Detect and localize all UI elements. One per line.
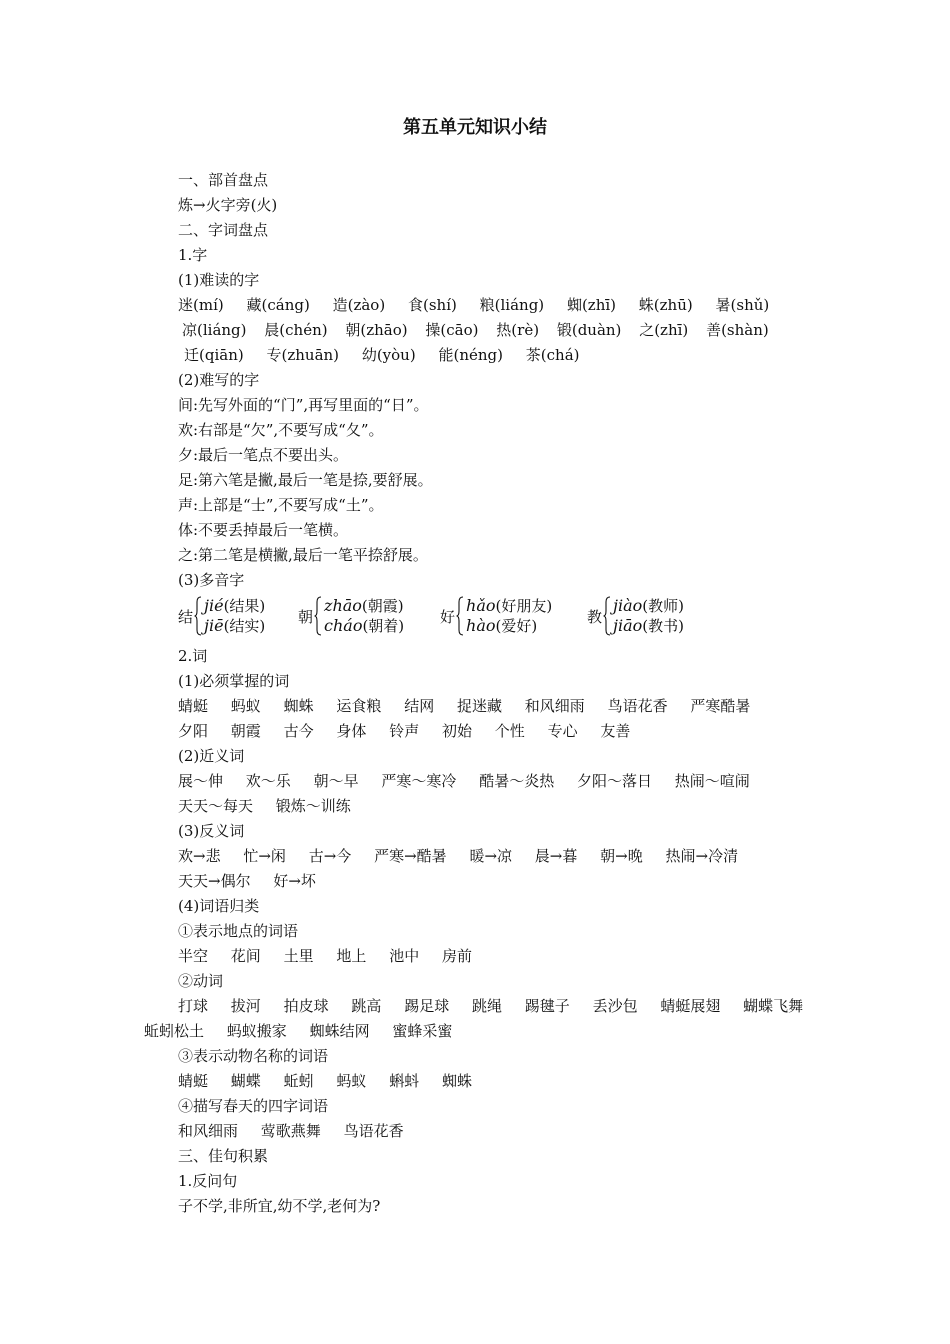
pinyin-char: 造(zào)	[332, 296, 386, 314]
word: 土里	[283, 947, 314, 965]
pinyin-char: 暑(shǔ)	[715, 296, 770, 314]
pinyin-char: 幼(yòu)	[361, 346, 416, 364]
polyphonic-char: 结	[178, 607, 194, 626]
pinyin-char: 操(cāo)	[425, 321, 479, 339]
hard-write-item: 欢:右部是“欠”,不要写成“夂”。	[178, 421, 384, 439]
word: 地上	[336, 947, 367, 965]
word-row	[178, 869, 316, 893]
polyphonic-reading: jiāo(教书)	[613, 616, 684, 635]
word: 和风细雨	[524, 697, 585, 715]
word-pair: 天天→偶尔	[178, 872, 251, 890]
classify-heading: (4)词语归类	[178, 897, 260, 915]
word-pair: 热闹→冷清	[665, 847, 739, 865]
radical-line: 炼→火字旁(火)	[178, 196, 278, 214]
pinyin-char: 食(shí)	[407, 296, 457, 314]
hard-write-item: 之:第二笔是横撇,最后一笔平捺舒展。	[178, 546, 428, 564]
pinyin-char: 粮(liáng)	[479, 296, 545, 314]
pinyin-char: 锻(duàn)	[556, 321, 622, 339]
word-row	[178, 844, 738, 868]
curly-brace-icon	[456, 596, 464, 636]
animals-heading: ③表示动物名称的词语	[178, 1047, 329, 1065]
hard-write-item: 声:上部是“士”,不要写成“土”。	[178, 496, 384, 514]
word: 蜘蛛	[441, 1072, 472, 1090]
section-1-heading: 一、部首盘点	[178, 171, 269, 189]
word-pair: 朝～早	[313, 772, 359, 790]
word: 踢毽子	[524, 997, 570, 1015]
word-row	[178, 1119, 404, 1143]
polyphonic-reading: jié(结果)	[204, 596, 266, 615]
word: 专心	[547, 722, 578, 740]
word-pair: 严寒～寒冷	[381, 772, 457, 790]
word: 蚂蚁	[336, 1072, 367, 1090]
word: 蜜蜂采蜜	[392, 1022, 453, 1040]
word-row	[178, 1069, 472, 1093]
pinyin-char: 热(rè)	[496, 321, 540, 339]
section-2-heading: 二、字词盘点	[178, 221, 269, 239]
word-pair: 锻炼～训练	[275, 797, 351, 815]
word: 蚂蚁	[230, 697, 261, 715]
hard-write-item: 间:先写外面的“门”,再写里面的“日”。	[178, 396, 429, 414]
word-pair: 忙→闲	[243, 847, 286, 865]
pinyin-char: 晨(chén)	[264, 321, 328, 339]
word: 和风细雨	[178, 1122, 239, 1140]
verbs-heading: ②动词	[178, 972, 224, 990]
word-pair: 展～伸	[178, 772, 224, 790]
word: 丢沙包	[592, 997, 638, 1015]
word: 蚂蚁搬家	[226, 1022, 287, 1040]
hard-read-row	[182, 318, 769, 342]
pinyin-char: 之(zhī)	[639, 321, 689, 339]
word: 古今	[283, 722, 314, 740]
polyphonic-group-zhao	[298, 594, 404, 638]
polyphonic-char: 好	[440, 607, 456, 626]
curly-brace-icon	[194, 596, 202, 636]
word: 捉迷藏	[456, 697, 502, 715]
word: 池中	[389, 947, 420, 965]
section-3-heading: 三、佳句积累	[178, 1147, 269, 1165]
polyphonic-group-jie	[178, 594, 265, 638]
word: 蝴蝶飞舞	[743, 997, 804, 1015]
word-row	[144, 1019, 452, 1043]
word: 夕阳	[178, 722, 209, 740]
hard-read-row	[178, 293, 769, 317]
pinyin-char: 藏(cáng)	[246, 296, 310, 314]
word-row	[178, 794, 351, 818]
word: 拔河	[230, 997, 261, 1015]
word-row	[178, 719, 630, 743]
spring-heading: ④描写春天的四字词语	[178, 1097, 329, 1115]
pinyin-char: 能(néng)	[438, 346, 503, 364]
word-pair: 酷暑～炎热	[479, 772, 555, 790]
pinyin-char: 朝(zhāo)	[345, 321, 408, 339]
word: 身体	[336, 722, 367, 740]
polyphonic-reading: cháo(朝着)	[324, 616, 405, 635]
word: 打球	[178, 997, 209, 1015]
word: 朝霞	[230, 722, 261, 740]
word: 房前	[441, 947, 472, 965]
pinyin-char: 迷(mí)	[178, 296, 224, 314]
word: 蜻蜓	[178, 697, 209, 715]
pinyin-char: 茶(chá)	[525, 346, 580, 364]
word: 蜻蜓	[178, 1072, 209, 1090]
polyphonic-reading: zhāo(朝霞)	[324, 596, 404, 615]
word: 蜘蛛	[283, 697, 314, 715]
page-title: 第五单元知识小结	[403, 117, 547, 138]
curly-brace-icon	[603, 596, 611, 636]
word-pair: 朝→晚	[600, 847, 643, 865]
word: 铃声	[389, 722, 420, 740]
rhetorical-sentence: 子不学,非所宜,幼不学,老何为?	[178, 1197, 381, 1215]
polyphonic-reading: jiào(教师)	[613, 596, 684, 615]
word: 蜘蛛结网	[309, 1022, 370, 1040]
word: 蝌蚪	[389, 1072, 420, 1090]
word: 鸟语花香	[343, 1122, 404, 1140]
rhetorical-heading: 1.反问句	[178, 1172, 238, 1190]
hard-read-row	[184, 343, 580, 367]
pinyin-char: 蛛(zhū)	[638, 296, 693, 314]
word-pair: 欢→悲	[178, 847, 221, 865]
word: 踢足球	[404, 997, 450, 1015]
word: 严寒酷暑	[690, 697, 751, 715]
word: 蜻蜓展翅	[660, 997, 721, 1015]
word-pair: 热闹～喧闹	[674, 772, 750, 790]
word-pair: 严寒→酷暑	[374, 847, 447, 865]
hard-write-item: 夕:最后一笔点不要出头。	[178, 446, 349, 464]
word-pair: 古→今	[308, 847, 352, 865]
curly-brace-icon	[314, 596, 322, 636]
word-row	[178, 694, 750, 718]
word: 鸟语花香	[607, 697, 668, 715]
pinyin-char: 凉(liáng)	[182, 321, 247, 339]
word: 结网	[404, 697, 435, 715]
word: 初始	[441, 722, 472, 740]
hard-read-heading: (1)难读的字	[178, 271, 260, 289]
must-words-heading: (1)必须掌握的词	[178, 672, 290, 690]
places-heading: ①表示地点的词语	[178, 922, 299, 940]
hard-write-item: 体:不要丢掉最后一笔横。	[178, 521, 349, 539]
pinyin-char: 善(shàn)	[706, 321, 769, 339]
polyphonic-reading: jiē(结实)	[204, 616, 266, 635]
ci-heading: 2.词	[178, 647, 208, 665]
word-row	[178, 994, 803, 1018]
word: 运食粮	[336, 697, 382, 715]
polyphonic-char: 教	[587, 607, 603, 626]
word: 个性	[494, 722, 525, 740]
word-pair: 天天～每天	[178, 797, 254, 815]
zi-heading: 1.字	[178, 246, 208, 264]
word: 蚯蚓松土	[144, 1022, 205, 1040]
word-pair: 暖→凉	[469, 847, 513, 865]
polyphonic-group-jiao	[587, 594, 684, 638]
word: 友善	[600, 722, 631, 740]
synonyms-heading: (2)近义词	[178, 747, 245, 765]
word: 跳绳	[471, 997, 502, 1015]
word: 半空	[178, 947, 209, 965]
word: 蝴蝶	[230, 1072, 261, 1090]
word-row	[178, 769, 750, 793]
word-pair: 欢～乐	[245, 772, 291, 790]
polyphonic-heading: (3)多音字	[178, 571, 245, 589]
antonyms-heading: (3)反义词	[178, 822, 245, 840]
word-pair: 晨→暮	[534, 847, 578, 865]
polyphonic-reading: hào(爱好)	[466, 616, 538, 635]
word: 跳高	[351, 997, 382, 1015]
hard-write-heading: (2)难写的字	[178, 371, 260, 389]
pinyin-char: 迁(qiān)	[184, 346, 244, 364]
hard-write-item: 足:第六笔是撇,最后一笔是捺,要舒展。	[178, 471, 433, 489]
word-pair: 好→坏	[273, 872, 316, 890]
word-row	[178, 944, 472, 968]
word: 花间	[230, 947, 261, 965]
word: 拍皮球	[283, 997, 329, 1015]
word: 蚯蚓	[283, 1072, 314, 1090]
polyphonic-char: 朝	[298, 607, 314, 626]
word-pair: 夕阳～落日	[576, 772, 652, 790]
word: 莺歌燕舞	[260, 1122, 321, 1140]
pinyin-char: 蜘(zhī)	[566, 296, 617, 314]
pinyin-char: 专(zhuān)	[266, 346, 340, 364]
polyphonic-group-hao	[440, 594, 552, 638]
polyphonic-reading: hǎo(好朋友)	[466, 596, 553, 615]
